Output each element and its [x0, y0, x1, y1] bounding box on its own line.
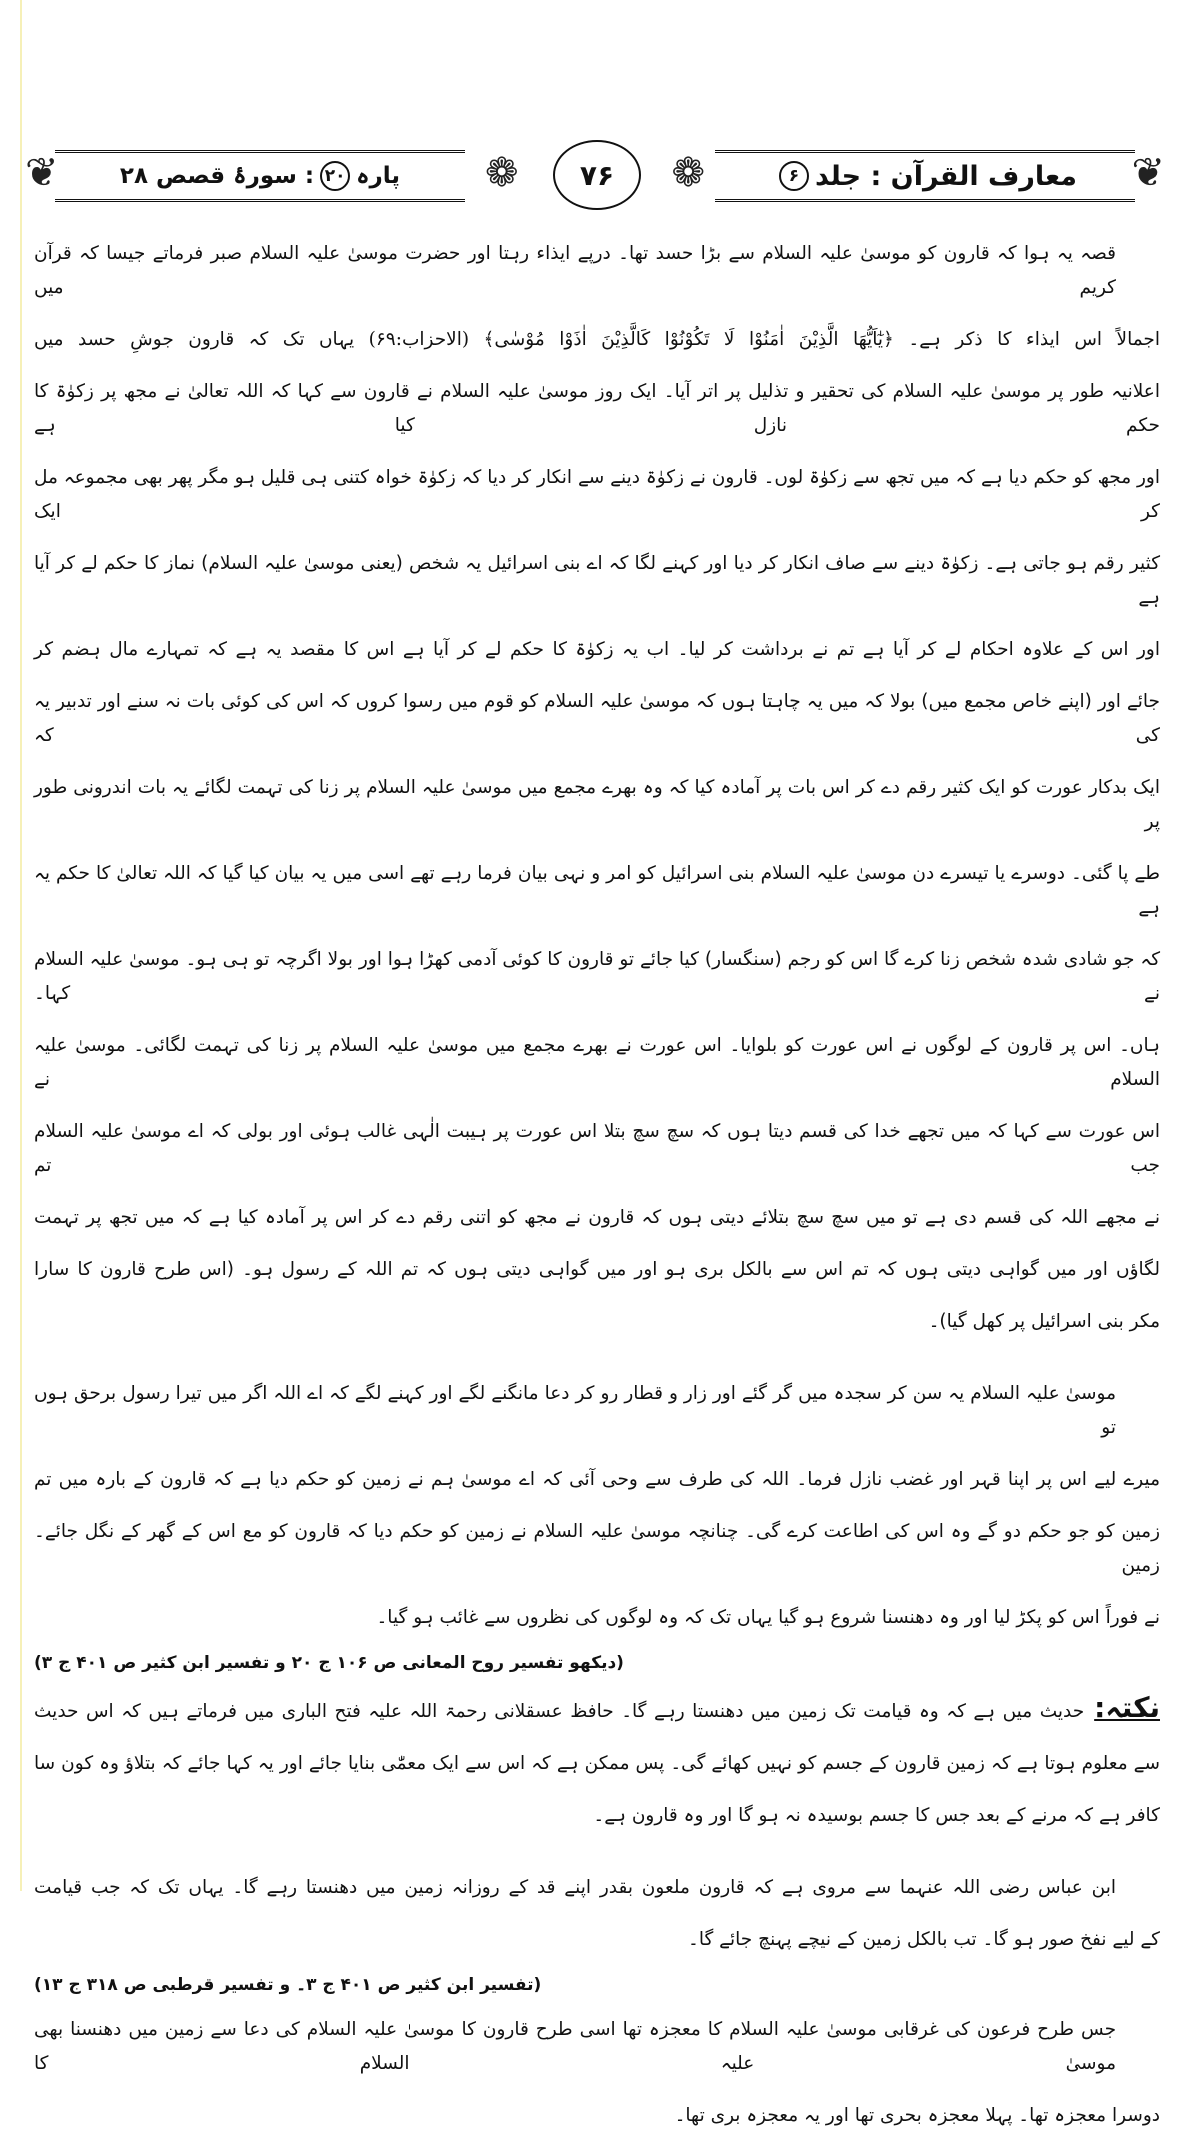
ornament-icon: ❦	[1131, 150, 1165, 196]
page-number: ۷۶	[553, 140, 641, 210]
ornament-icon: ❁	[485, 150, 519, 196]
book-title-box	[715, 150, 1135, 202]
text-line: اجمالاً اس ایذاء کا ذکر ہے۔ ﴿يٰٓاَيُّهَا الَّذِيْنَ اٰمَنُوْا لَا تَكُوْنُوْا كَالَّذِيْنَ اٰذَوْا مُوْسٰى﴾ (الاحزاب:۶۹) یہاں تک کہ قارون جوشِ حسد میں	[34, 329, 1160, 350]
ornament-icon: ❁	[671, 150, 705, 196]
text-line: کے لیے نفخ صور ہو گا۔ تب بالکل زمین کے نیچے پہنچ جائے گا۔	[688, 1929, 1160, 1950]
text-line: کثیر رقم ہو جاتی ہے۔ زکوٰۃ دینے سے صاف انکار کر دیا اور کہنے لگا کہ اے بنی اسرائیل یہ شخص (یعنی موسیٰ علیہ السلام) نماز کا حکم لے کر آیا ہے	[34, 553, 1160, 608]
text-line: نے مجھے اللہ کی قسم دی ہے تو میں سچ سچ بتلائے دیتی ہوں کہ قارون نے مجھ کو اتنی رقم دے کر اس پر آمادہ کیا ہے کہ میں تجھ پر تہمت	[34, 1207, 1160, 1228]
para-label: پارہ	[356, 163, 401, 189]
citation: (دیکھو تفسیر روح المعانی ص ۱۰۶ ج ۲۰ و تفسیر ابن کثیر ص ۴۰۱ ج ۳)	[34, 1653, 624, 1673]
surah-label: : سورۂ قصص ۲۸	[119, 163, 315, 189]
text-line: اس عورت سے کہا کہ میں تجھے خدا کی قسم دیتا ہوں کہ سچ سچ بتلا اس عورت پر ہیبت الٰہی غالب ہوئی اور بولی کہ اے موسیٰ علیہ السلام جب تم	[34, 1121, 1160, 1176]
nukta-line	[34, 1682, 1160, 1738]
text-line: لگاؤں اور میں گواہی دیتی ہوں کہ تم اس سے بالکل بری ہو اور میں گواہی دیتی ہوں کہ تم اللہ کے رسول ہو۔ (اس طرح قارون کا سارا	[34, 1259, 1160, 1280]
page-body	[34, 228, 1160, 2142]
text-line: جس طرح فرعون کی غرقابی موسیٰ علیہ السلام کا معجزہ تھا اسی طرح قارون کا موسیٰ علیہ السلام کی دعا سے زمین میں دھنسنا بھی موسیٰ علیہ السلام کا	[34, 2019, 1116, 2074]
citation: (تفسیر ابن کثیر ص ۴۰۱ ج ۳۔ و تفسیر قرطبی ص ۳۱۸ ج ۱۳)	[34, 1975, 542, 1995]
text-line: دوسرا معجزہ تھا۔ پہلا معجزہ بحری تھا اور یہ معجزہ بری تھا۔	[674, 2105, 1160, 2126]
para-number: ۲۰	[320, 161, 350, 191]
text-line: زمین کو جو حکم دو گے وہ اس کی اطاعت کرے گی۔ چنانچہ موسیٰ علیہ السلام نے زمین کو حکم دیا کہ قارون کو مع اس کے گھر کے نگل جائے۔ زمین	[34, 1521, 1160, 1576]
text-line: اور اس کے علاوہ احکام لے کر آیا ہے تم نے برداشت کر لیا۔ اب یہ زکوٰۃ کا حکم لے کر آیا ہے اس کا مقصد یہ ہے کہ تمہارے مال ہضم کر	[34, 639, 1160, 660]
text-line: ہاں۔ اس پر قارون کے لوگوں نے اس عورت کو بلوایا۔ اس عورت نے بھرے مجمع میں موسیٰ علیہ السلام پر زنا کی تہمت لگائی۔ موسیٰ علیہ السلام نے	[34, 1035, 1160, 1090]
text-line: مکر بنی اسرائیل پر کھل گیا)۔	[928, 1311, 1160, 1332]
text-line: سے معلوم ہوتا ہے کہ زمین قارون کے جسم کو نہیں کھائے گی۔ پس ممکن ہے کہ اس سے ایک معمّٰی بنایا جائے اور یہ کہا جائے کہ بتلاؤ وہ کون سا	[34, 1753, 1160, 1774]
text-line: کہ جو شادی شدہ شخص زنا کرے گا اس کو رجم (سنگسار) کیا جائے تو قارون کا کوئی آدمی کھڑا ہوا اور بولا اگرچہ تو ہی ہو۔ موسیٰ علیہ السلام نے کہا۔	[34, 949, 1160, 1004]
text-line: حدیث میں ہے کہ وہ قیامت تک زمین میں دھنستا رہے گا۔ حافظ عسقلانی رحمۃ اللہ علیہ فتح الباری میں فرماتے ہیں کہ اس حدیث	[34, 1701, 1085, 1722]
nukta-heading: نکتہ:	[1094, 1691, 1160, 1724]
text-line: ایک بدکار عورت کو ایک کثیر رقم دے کر اس بات پر آمادہ کیا کہ وہ بھرے مجمع میں موسیٰ علیہ السلام پر زنا کی تہمت لگائے یہ بات اندرونی طور پر	[34, 777, 1160, 832]
para-surah-box	[55, 150, 465, 202]
text-line: موسیٰ علیہ السلام یہ سن کر سجدہ میں گر گئے اور زار و قطار رو کر دعا مانگنے لگے اور کہنے لگے کہ اے اللہ اگر میں تیرا رسول برحق ہوں تو	[34, 1383, 1116, 1438]
text-line: قصہ یہ ہوا کہ قارون کو موسیٰ علیہ السلام سے بڑا حسد تھا۔ درپے ایذاء رہتا اور حضرت موسیٰ علیہ السلام صبر فرماتے جیسا کہ قرآن کریم میں	[34, 243, 1116, 298]
ornament-icon: ❦	[25, 150, 59, 196]
book-title: معارف القرآن : جلد	[815, 160, 1077, 192]
text-line: اور مجھ کو حکم دیا ہے کہ میں تجھ سے زکوٰۃ لوں۔ قارون نے زکوٰۃ دینے سے انکار کر دیا کہ زکوٰۃ خواہ کتنی ہی قلیل ہو مگر پھر بھی مجموعہ مل کر ایک	[34, 467, 1160, 522]
text-line: طے پا گئی۔ دوسرے یا تیسرے دن موسیٰ علیہ السلام بنی اسرائیل کو امر و نہی بیان فرما رہے تھے اسی میں یہ بیان کیا گیا کہ اللہ تعالیٰ کا حکم یہ ہے	[34, 863, 1160, 918]
text-line: کافر ہے کہ مرنے کے بعد جس کا جسم بوسیدہ نہ ہو گا اور وہ قارون ہے۔	[593, 1805, 1160, 1826]
text-line: جائے اور (اپنے خاص مجمع میں) بولا کہ میں یہ چاہتا ہوں کہ موسیٰ علیہ السلام کو قوم میں رسوا کروں کہ اس کی کوئی بات نہ سنے اور تدبیر یہ کی کہ	[34, 691, 1160, 746]
text-line: ابن عباس رضی اللہ عنہما سے مروی ہے کہ قارون ملعون بقدر اپنے قد کے روزانہ زمین میں دھنستا رہے گا۔ یہاں تک کہ جب قیامت	[34, 1877, 1116, 1898]
volume-number: ۶	[779, 161, 809, 191]
text-line: اعلانیہ طور پر موسیٰ علیہ السلام کی تحقیر و تذلیل پر اتر آیا۔ ایک روز موسیٰ علیہ السلام نے قارون سے کہا کہ اللہ تعالیٰ نے مجھ پر زکوٰۃ کا حکم نازل کیا ہے	[34, 381, 1160, 436]
page-header	[25, 140, 1165, 210]
text-line: نے فوراً اس کو پکڑ لیا اور وہ دھنسنا شروع ہو گیا یہاں تک کہ وہ لوگوں کی نظروں سے غائب ہو گیا۔	[376, 1607, 1160, 1628]
text-line: میرے لیے اس پر اپنا قہر اور غضب نازل فرما۔ اللہ کی طرف سے وحی آئی کہ اے موسیٰ ہم نے زمین کو حکم دیا ہے کہ قارون کے بارہ میں تم	[34, 1469, 1160, 1490]
scan-margin-line	[20, 0, 22, 1891]
